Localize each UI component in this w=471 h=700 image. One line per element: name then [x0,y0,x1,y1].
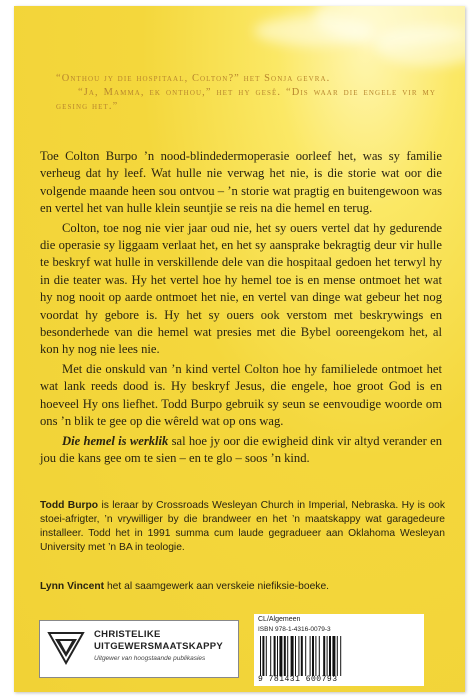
back-cover [14,6,465,692]
barcode-number: 9 781431 600793 [258,675,338,684]
coauthor-bio [40,580,445,594]
author-bio [40,499,445,555]
blurb-closing [40,433,442,468]
author-bio-text: is leraar by Crossroads Wesleyan Church in Imperial, Nebraska. Hy is ook stoei-afrigter, ’n vrywilliger by die brandweer en het ’n maatskappy wat garagedeure installeer. Todd het in 1991 summa cum laude gegradueer aan Oklahoma Wesleyan University met ’n BA in teologie. [40,500,445,553]
publisher-tagline: Uitgewer van hoogstaande publikasies [94,655,206,662]
publisher-badge [39,620,239,678]
book-title: Die hemel is werklik [62,433,169,448]
blurb-paragraph-3: Met die onskuld van ’n kind vertel Colton hoe hy familielede ontmoet het wat lank reeds dood is. Hy beskryf Jesus, die engele, hoe groot God is en hoeveel Hy ons liefhet. Todd Burpo gebruik sy seun se eenvoudige woorde om ons ’n blik te gee op die wêreld wat op ons wag. [40,361,442,429]
barcode-icon [258,636,376,676]
cover-quote [56,72,436,114]
publisher-name: CHRISTELIKE UITGEWERSMAATSKAPPY [94,629,224,652]
closing-text: sal hoe jy oor die ewigheid dink vir altyd verander en jou die kans gee om te sien – en te glo – soos ’n kind. [40,433,442,465]
quote-line-1: “Onthou jy die hospitaal, Colton?” het Sonja gevra. [56,73,331,84]
cloud-decoration [254,16,374,46]
barcode-area [254,614,424,686]
coauthor-bio-text: het al saamgewerk aan verskeie niefiksie-boeke. [104,581,330,592]
blurb-paragraph-2: Colton, toe nog nie vier jaar oud nie, het sy ouers vertel dat hy gedurende die operasie sy liggaam verlaat het, en het sy aansprake bekragtig deur vir hulle te beskryf wat hulle in verskillende dele van die hospitaal gedoen het terwyl hy in die teater was. Hy het vertel hoe hy hemel toe is en mense ontmoet het wat hy nog nooit op aarde ontmoet het nie, en vertel van dinge wat gebeur het nog voordat hy gebore is. Hy het sy ouers ook verstom met beskrywings en besonderhede van die hemel wat presies met die Bybel ooreengekom het, al kon hy nog nie lees nie. [40,220,442,357]
author-name: Todd Burpo [40,500,99,511]
cloud-decoration [374,26,465,66]
quote-line-2: “Ja, Mamma, ek onthou,” het hy gesê. “Dis waar die engele vir my gesing het.” [56,87,436,112]
blurb-paragraph-1: Toe Colton Burpo ’n nood-blindedermoperasie oorleef het, was sy familie verheug dat hy leef. Wat hulle nie verwag het nie, is die storie wat oor die volgende maande heen sou ontvou – ’n storie wat pragtig en buitengewoon was en vertel het van hulle klein seuntjie se reis na die hemel en terug. [40,149,442,216]
coauthor-name: Lynn Vincent [40,581,105,592]
category-label: CL/Algemeen [258,616,301,623]
blurb [40,148,442,469]
isbn-label: ISBN 978-1-4316-0079-3 [258,626,331,633]
publisher-logo-icon [46,627,86,667]
